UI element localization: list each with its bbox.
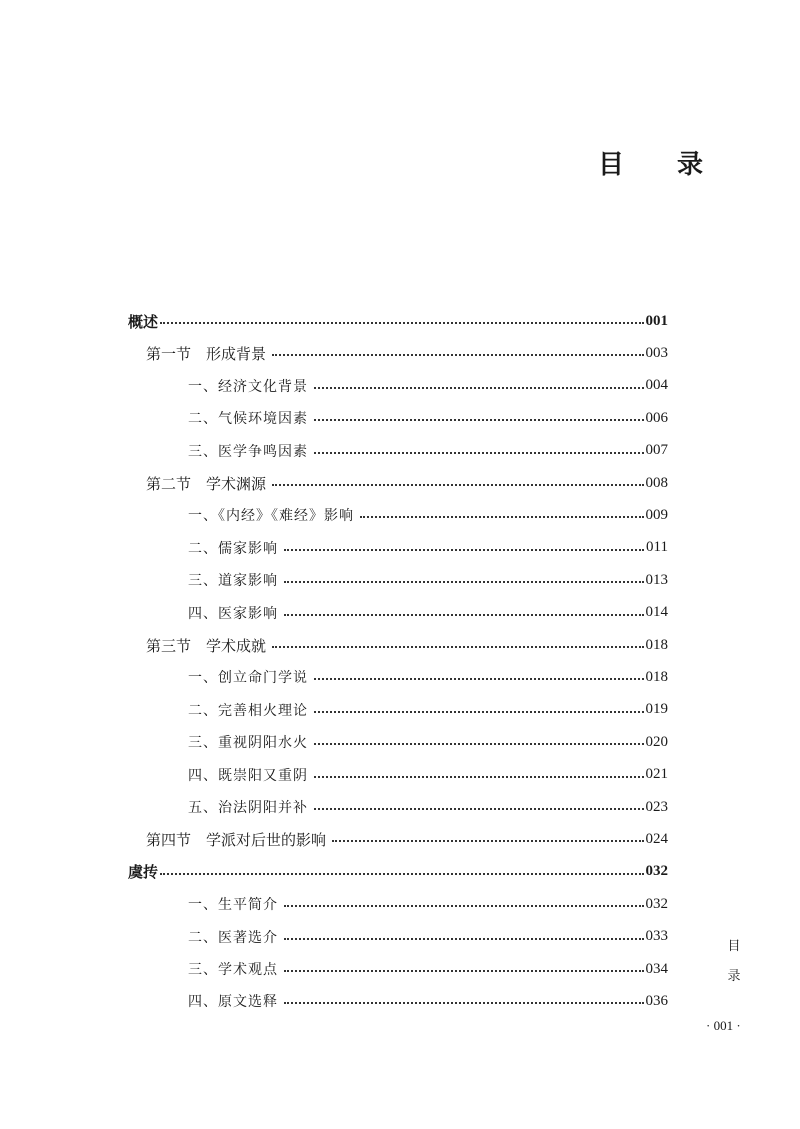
- toc-entry-page: 033: [645, 928, 668, 945]
- toc-leader-dots: [272, 354, 643, 356]
- toc-leader-dots: [314, 808, 644, 810]
- toc-entry-page: 036: [645, 992, 668, 1009]
- toc-entry-label: 二、医著选介: [188, 929, 278, 946]
- toc-entry-page: 001: [645, 312, 668, 329]
- toc-leader-dots: [284, 905, 644, 907]
- toc-subsection[interactable]: [188, 924, 668, 950]
- toc-entry-page: 013: [645, 571, 668, 588]
- toc-leader-dots: [332, 840, 643, 842]
- toc-entry-label: 四、既崇阳又重阴: [188, 767, 308, 784]
- toc-entry-page: 021: [645, 766, 668, 783]
- toc-leader-dots: [284, 970, 644, 972]
- toc-entry-label: 三、学术观点: [188, 962, 278, 978]
- toc-leader-dots: [314, 678, 644, 680]
- toc-entry-page: 020: [645, 733, 668, 750]
- toc-subsection[interactable]: [188, 729, 668, 755]
- toc-entry-label: 一、《内经》《难经》影响: [188, 508, 354, 525]
- toc-subsection[interactable]: [188, 891, 668, 917]
- page-number: · 001 ·: [706, 1018, 741, 1033]
- toc-entry-page: 006: [645, 409, 668, 426]
- toc-entry-label: 第二节 学术渊源: [146, 474, 267, 493]
- toc-leader-dots: [160, 873, 643, 875]
- toc-entry-page: 011: [646, 539, 668, 556]
- toc-entry-page: 018: [645, 636, 668, 653]
- toc-entry-page: 032: [645, 895, 668, 912]
- toc-entry-page: 004: [645, 377, 668, 394]
- toc-leader-dots: [314, 776, 644, 778]
- toc-subsection[interactable]: [188, 567, 668, 593]
- toc-section[interactable]: [146, 632, 668, 658]
- toc-entry-label: 第三节 学术成就: [146, 636, 267, 655]
- toc-entry-label: 四、原文选释: [188, 994, 278, 1011]
- toc-subsection[interactable]: [188, 664, 668, 690]
- toc-subsection[interactable]: [188, 697, 668, 723]
- toc-entry-page: 009: [645, 506, 668, 523]
- toc-leader-dots: [272, 484, 643, 486]
- toc-entry-page: 014: [645, 604, 668, 621]
- side-label-char-1: 目: [727, 939, 741, 954]
- toc-entry-label: 三、道家影响: [188, 573, 278, 590]
- toc-entry-label: 第一节 形成背景: [146, 344, 267, 363]
- toc-entry-label: 概述: [128, 312, 159, 331]
- toc-subsection[interactable]: [188, 535, 668, 561]
- toc-leader-dots: [284, 549, 644, 551]
- toc-entry-label: 二、气候环境因素: [188, 411, 308, 428]
- toc-entry-page: 023: [645, 798, 668, 815]
- toc-leader-dots: [314, 743, 644, 745]
- toc-chapter[interactable]: [128, 859, 668, 885]
- toc-entry-label: 三、重视阴阳水火: [188, 735, 308, 752]
- side-label-char-2: 录: [727, 969, 741, 984]
- toc-entry-page: 032: [645, 863, 668, 880]
- toc-entry-page: 034: [645, 960, 668, 977]
- toc-leader-dots: [160, 322, 643, 324]
- toc-entry-label: 一、生平简介: [188, 897, 278, 914]
- toc-leader-dots: [314, 711, 644, 713]
- toc-section[interactable]: [146, 340, 668, 366]
- toc-leader-dots: [272, 646, 643, 648]
- toc-entry-label: 二、完善相火理论: [188, 702, 308, 719]
- toc-subsection[interactable]: [188, 762, 668, 788]
- toc-subsection[interactable]: [188, 988, 668, 1014]
- toc-chapter[interactable]: [128, 308, 668, 334]
- toc-subsection[interactable]: [188, 600, 668, 626]
- toc-entry-page: 018: [645, 668, 668, 685]
- toc-entry-page: 024: [645, 830, 668, 847]
- toc-entry-page: 019: [645, 701, 668, 718]
- toc-leader-dots: [284, 581, 644, 583]
- toc-leader-dots: [284, 938, 644, 940]
- toc-subsection[interactable]: [188, 405, 668, 431]
- toc-subsection[interactable]: [188, 794, 668, 820]
- toc-subsection[interactable]: [188, 373, 668, 399]
- toc-leader-dots: [314, 419, 644, 421]
- toc-section[interactable]: [146, 826, 668, 852]
- page-title: 目 录: [598, 150, 726, 180]
- toc-section[interactable]: [146, 470, 668, 496]
- toc-entry-page: 008: [645, 474, 668, 491]
- toc-entry-label: 一、经济文化背景: [188, 378, 308, 395]
- toc-leader-dots: [314, 387, 644, 389]
- toc-leader-dots: [284, 614, 644, 616]
- toc-entry-label: 虞抟: [128, 863, 159, 882]
- toc-leader-dots: [314, 452, 644, 454]
- toc-leader-dots: [360, 516, 644, 518]
- toc-subsection[interactable]: [188, 502, 668, 528]
- toc-entry-page: 007: [645, 442, 668, 459]
- toc-entry-label: 三、医学争鸣因素: [188, 443, 308, 460]
- toc-entry-label: 二、儒家影响: [188, 540, 278, 557]
- toc-entry-label: 四、医家影响: [188, 605, 278, 622]
- toc-entry-label: 五、治法阴阳并补: [188, 800, 308, 816]
- toc-entry-label: 一、创立命门学说: [188, 670, 308, 687]
- toc-entry-page: 003: [645, 344, 668, 361]
- toc-leader-dots: [284, 1002, 644, 1004]
- toc-entry-label: 第四节 学派对后世的影响: [146, 830, 327, 849]
- toc-subsection[interactable]: [188, 956, 668, 982]
- toc-subsection[interactable]: [188, 438, 668, 464]
